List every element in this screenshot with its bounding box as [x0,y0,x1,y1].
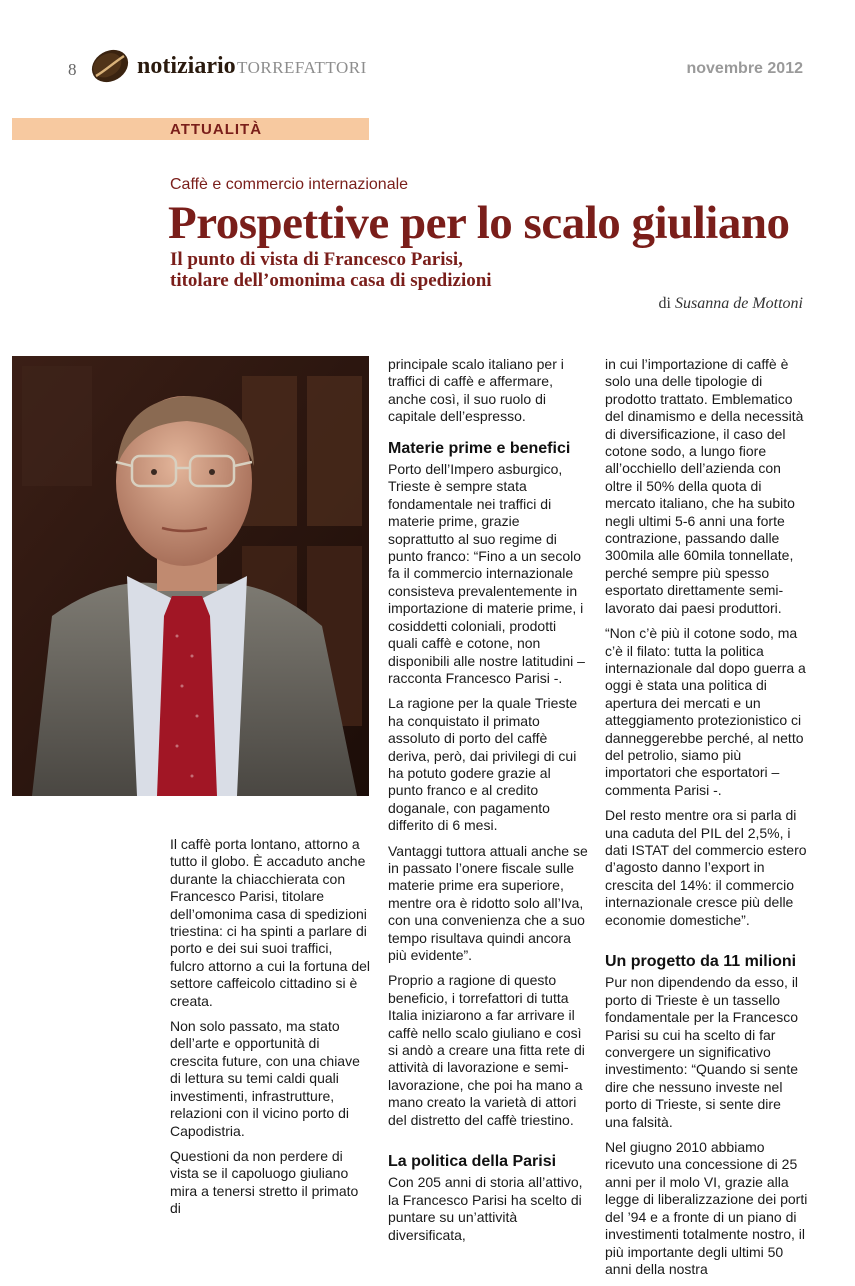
subheading: Un progetto da 11 milioni [605,953,797,970]
paragraph: La ragione per la quale Trieste ha conquistato il primato assoluto di porto del caffè deriva, però, dai privilegi di cui ha potuto godere grazie al punto franco e al credito doganale, con pagamento differito di 6 mesi. [388,695,578,834]
byline-prefix: di [658,295,671,312]
paragraph: Il caffè porta lontano, attorno a tutto il globo. È accaduto anche durante la chiacchierata con Francesco Parisi, titolare dell’omonima casa di spedizioni triestina: ci ha spinti a parlare di porto e dei sui suoi traffici, fulcro attorno a cui la fortuna del settore caffeicolo cittadino si è creata. [170,836,371,1009]
brand-subtitle: TORREFATTORI [237,58,367,77]
article-headline: Prospettive per lo scalo giuliano [168,197,790,249]
coffee-bean-icon [88,46,132,86]
brand-name: notiziario [137,53,236,79]
article-column-1 [170,836,370,1226]
page-number: 8 [68,60,77,79]
paragraph: Porto dell’Impero asburgico, Trieste è sempre stata fondamentale nei traffici di materie prime, grazie soprattutto al suo regime di punto franco: “Fino a un secolo fa il commercio internazionale consisteva prevalentemente in importazione di materie prime, i cosiddetti coloniali, prodotti quali caffè e cotone, non disponibili alle nostre latitudini – racconta Francesco Parisi -. [388,461,585,686]
article-kicker: Caffè e commercio internazionale [170,176,409,193]
paragraph: Non solo passato, ma stato dell’arte e opportunità di crescita future, con una chiave di lettura su temi caldi quali investimenti, infrastrutture, relazioni con il vicino porto di Capodistria. [170,1018,360,1139]
paragraph: principale scalo italiano per i traffici di caffè e affermare, anche così, il suo ruolo di capitale dell’espresso. [388,356,564,425]
portrait-illustration [12,356,369,796]
subheadline-line-1: Il punto di vista di Francesco Parisi, [170,249,463,270]
issue-date: novembre 2012 [686,60,803,77]
section-label: ATTUALITÀ [170,121,263,138]
paragraph: Con 205 anni di storia all’attivo, la Francesco Parisi ha scelto di puntare su un’attività diversificata, [388,1174,583,1243]
byline-author: Susanna de Mottoni [675,295,803,312]
portrait-photo [12,356,369,796]
article-column-3 [605,356,808,1286]
article-column-2 [388,356,588,1252]
paragraph: Questioni da non perdere di vista se il capoluogo giuliano mira a tenersi stretto il primato di [170,1147,359,1217]
subheading: La politica della Parisi [388,1153,557,1171]
paragraph: in cui l’importazione di caffè è solo una delle tipologie di prodotto trattato. Emblematico del dinamismo e della necessità di diversificazione, il caso del cotone sodo, a lungo fiore all’occhiello dell’azienda con oltre il 50% della quota di mercato italiano, che ha subito negli ultimi 5-6 anni una forte contrazione, passando dalle 300mila alle 60mila tonnellate, perché sempre più spesso esportato direttamente semi-lavorato dai paesi produttori. [605,356,804,616]
paragraph: Pur non dipendendo da esso, il porto di Trieste è un tassello fondamentale per la Francesco Parisi su cui ha scelto di far convergere un significativo investimento: “Quando si sente dire che nessuno investe nel porto di Trieste, si sente dire una falsità. [605,974,799,1130]
subheading: Materie prime e benefici [388,439,571,457]
article-subheadline [170,249,492,291]
subheadline-line-2: titolare dell’omonima casa di spedizioni [170,270,492,291]
byline [659,295,803,313]
paragraph: Nel giugno 2010 abbiamo ricevuto una concessione di 25 anni per il molo VI, grazie alla legge di liberalizzazione dei porti del ’94 e a fronte di un piano di investimenti totalmente nostro, il più importante degli ultimi 50 anni della nostra [605,1139,808,1277]
paragraph: Del resto mentre ora si parla di una caduta del PIL del 2,5%, i dati ISTAT del commercio estero d’agosto danno l’export in crescita del 14%: il commercio internazionale cresce più delle economie domestiche”. [605,807,807,928]
paragraph: Vantaggi tuttora attuali anche se in passato l’onere fiscale sulle materie prime era superiore, mentre ora è ridotto solo all’Iva, con una convenienza che a suo tempo risultava quindi ancora più evidente”. [388,842,588,963]
paragraph: “Non c’è più il cotone sodo, ma c’è il filato: tutta la politica internazionale dal dopo guerra a oggi è stata una politica di apertura dei mercati e un atteggiamento protezionistico ci danneggerebbe perché, al netto del petrolio, siamo più importatori che esportatori – commenta Parisi -. [605,625,806,798]
paragraph: Proprio a ragione di questo beneficio, i torrefattori di tutta Italia iniziarono a far arrivare il caffè nello scalo giuliano e così si andò a creare una fitta rete di attività di lavorazione e semi-lavorazione, che poi ha mano a mano creato la varietà di attori del distretto del caffè triestino. [388,972,585,1128]
